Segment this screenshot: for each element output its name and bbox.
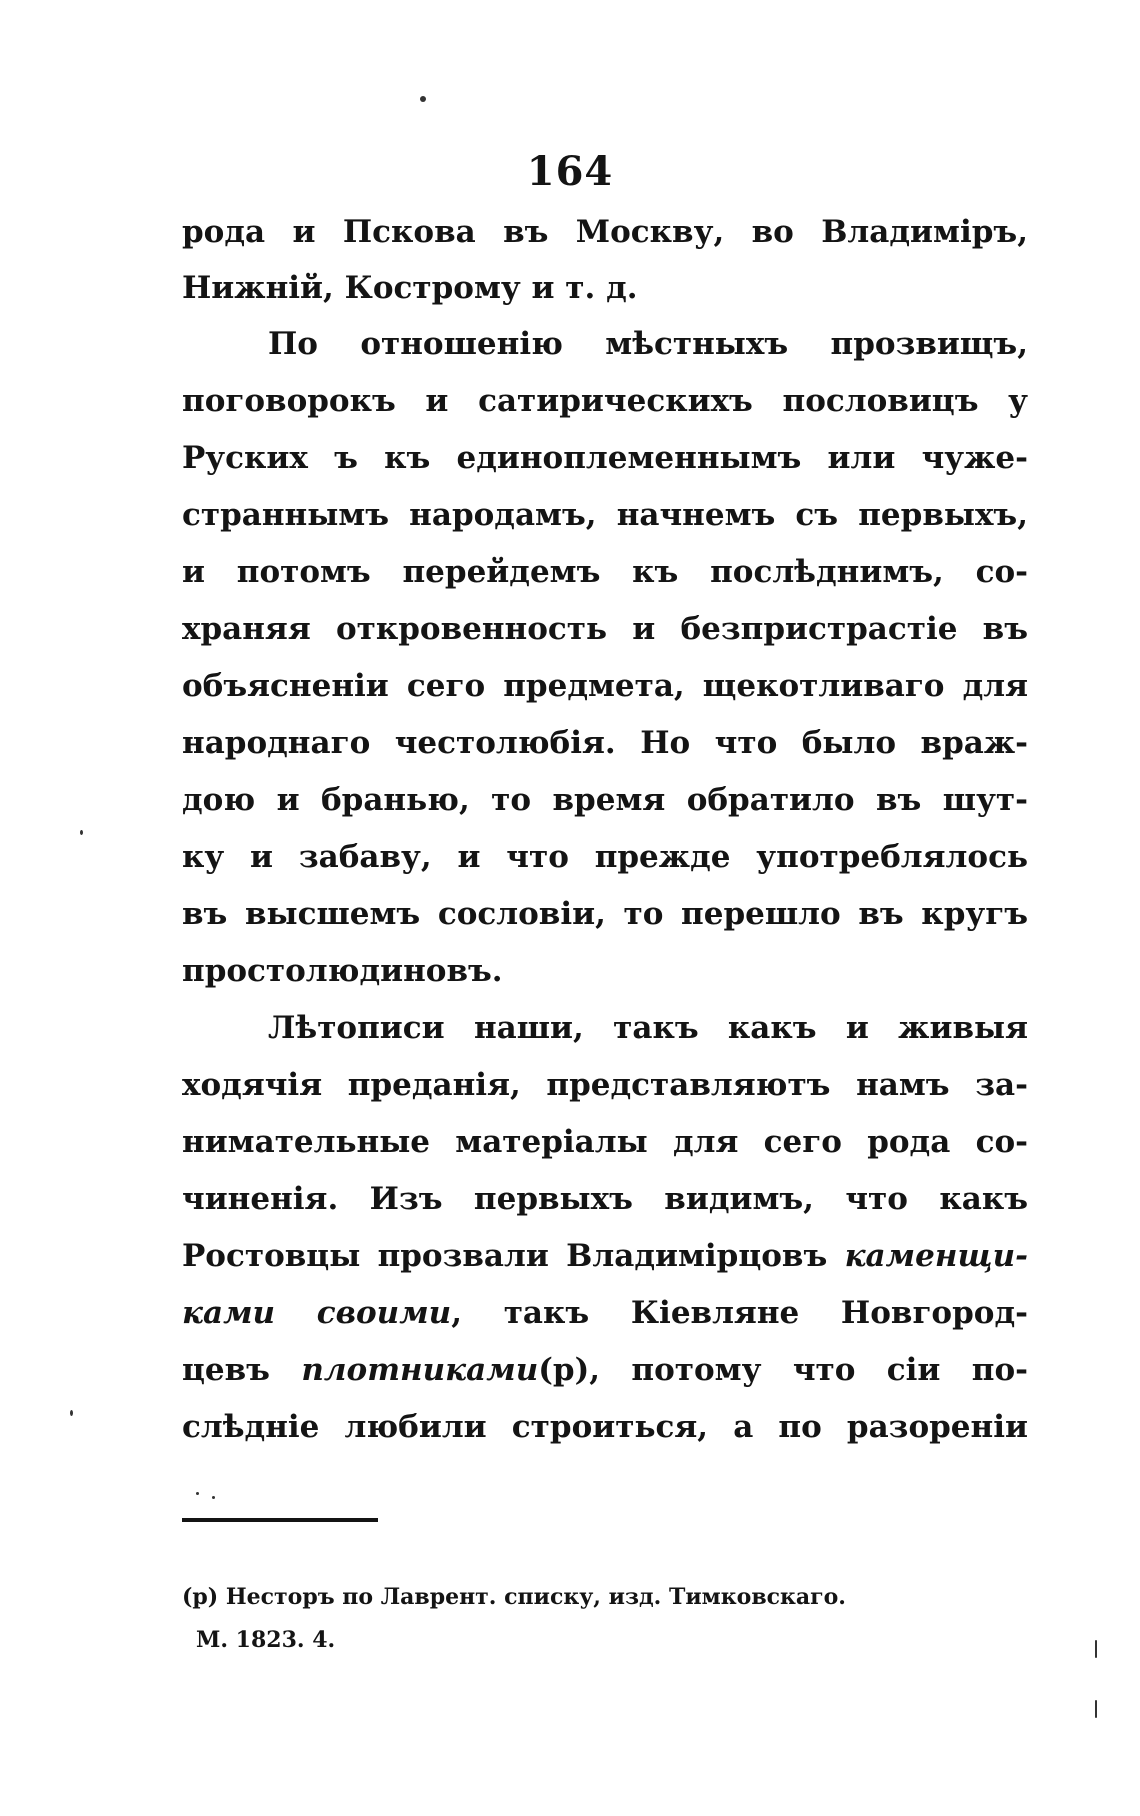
body-line-mixed xyxy=(182,1236,1028,1276)
body-line: поговорокъ и сатирическихъ пословицъ у xyxy=(182,383,1028,419)
body-line: въ высшемъ сословіи, то перешло въ кругъ xyxy=(182,896,1028,932)
body-text: , такъ Кіевляне Новгород- xyxy=(451,1295,1028,1331)
body-line: ку и забаву, и что прежде употреблялось xyxy=(182,839,1028,875)
print-speck xyxy=(420,96,426,102)
body-text: цевъ xyxy=(182,1352,270,1388)
body-line-mixed xyxy=(182,1293,1028,1333)
print-speck xyxy=(196,1492,199,1495)
body-line: народнаго честолюбія. Но что было враж- xyxy=(182,725,1028,761)
footnote-line: (р) Несторъ по Лаврент. списку, изд. Тимковскаго. xyxy=(182,1584,846,1610)
body-line: чиненія. Изъ первыхъ видимъ, что какъ xyxy=(182,1181,1028,1217)
body-line: объясненіи сего предмета, щекотливаго для xyxy=(182,668,1028,704)
body-line-mixed xyxy=(182,1350,1028,1390)
print-speck xyxy=(70,1410,73,1416)
body-line: и потомъ перейдемъ къ послѣднимъ, со- xyxy=(182,554,1028,590)
body-text: Ростовцы прозвали Владимірцовъ xyxy=(182,1238,828,1274)
page-number: 164 xyxy=(526,148,614,195)
footnote-divider xyxy=(182,1518,378,1522)
body-line: слѣдніе любили строиться, а по разореніи xyxy=(182,1409,1028,1445)
print-speck xyxy=(1095,1640,1097,1658)
italic-text: ками своими xyxy=(182,1295,452,1331)
body-line: Руских ъ къ единоплеменнымъ или чуже- xyxy=(182,440,1028,476)
body-line: Лѣтописи наши, такъ какъ и живыя xyxy=(268,1010,1028,1046)
print-speck xyxy=(80,830,83,835)
body-text: (р), потому что сіи по- xyxy=(538,1352,1029,1388)
body-line: храняя откровенность и безпристрастіе въ xyxy=(182,611,1028,647)
print-speck xyxy=(212,1496,215,1499)
body-line: простолюдиновъ. xyxy=(182,953,503,989)
body-line: Нижній, Кострому и т. д. xyxy=(182,270,638,306)
body-line: нимательные матеріалы для сего рода со- xyxy=(182,1124,1028,1160)
footnote-line: М. 1823. 4. xyxy=(196,1627,336,1653)
print-speck xyxy=(1095,1700,1097,1718)
body-line: страннымъ народамъ, начнемъ съ первыхъ, xyxy=(182,497,1028,533)
body-line: рода и Пскова въ Москву, во Владиміръ, xyxy=(182,214,1028,250)
italic-text: каменщи- xyxy=(844,1238,1029,1274)
italic-text: плотниками xyxy=(301,1352,539,1388)
body-line: ходячія преданія, представляютъ намъ за- xyxy=(182,1067,1028,1103)
body-line: дою и бранью, то время обратило въ шут- xyxy=(182,782,1028,818)
body-line: По отношенію мѣстныхъ прозвищъ, xyxy=(268,326,1028,362)
